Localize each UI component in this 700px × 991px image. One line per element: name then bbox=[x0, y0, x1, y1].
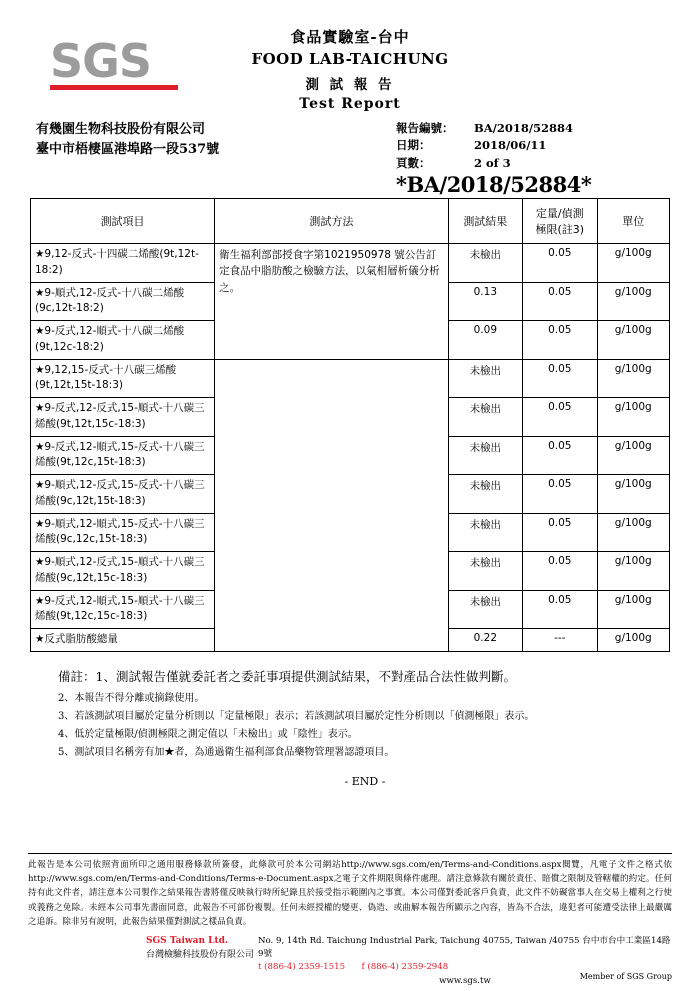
cell-unit: g/100g bbox=[597, 282, 670, 321]
cell-result: 未檢出 bbox=[448, 590, 522, 629]
cell-unit: g/100g bbox=[597, 359, 670, 398]
cell-unit: g/100g bbox=[597, 513, 670, 552]
cell-result: 未檢出 bbox=[448, 244, 522, 283]
cell-unit: g/100g bbox=[597, 436, 670, 475]
cell-result: 未檢出 bbox=[448, 359, 522, 398]
cell-result-total: 0.22 bbox=[448, 629, 522, 652]
notes-first-line bbox=[58, 666, 672, 688]
lab-name-cn: 食品實驗室-台中 bbox=[290, 28, 410, 46]
cell-item: ★9-反式,12-反式,15-順式-十八碳三烯酸(9t,12t,15c-18:3) bbox=[31, 398, 215, 437]
cell-result: 未檢出 bbox=[448, 398, 522, 437]
cell-item: ★9-反式,12-順式-十八碳二烯酸(9t,12c-18:2) bbox=[31, 321, 215, 360]
cell-limit-total: --- bbox=[523, 629, 597, 652]
note-item-3: 3、若該測試項目屬於定量分析則以「定量極限」表示；若該測試項目屬於定性分析則以「偵測極限」表示。 bbox=[58, 710, 535, 722]
barcode-text: *BA/2018/52884* bbox=[396, 173, 592, 196]
sgs-logo-text: SGS bbox=[50, 34, 152, 88]
cell-item: ★9-順式,12-反式-十八碳二烯酸(9c,12t-18:2) bbox=[31, 282, 215, 321]
notes-list bbox=[58, 690, 672, 762]
results-table bbox=[30, 198, 670, 652]
client-info bbox=[36, 120, 219, 160]
header-limit-line1: 定量/偵測 bbox=[535, 207, 584, 220]
cell-item: ★9-順式,12-反式,15-順式-十八碳三烯酸(9c,12t,15c-18:3) bbox=[31, 552, 215, 591]
cell-limit: 0.05 bbox=[523, 282, 597, 321]
cell-result: 0.09 bbox=[448, 321, 522, 360]
notes-title: 備註： bbox=[58, 668, 96, 684]
cell-item: ★9-順式,12-順式,15-反式-十八碳三烯酸(9c,12c,15t-18:3) bbox=[31, 513, 215, 552]
note-item-5: 5、測試項目名稱旁有加★者，為通過衛生福利部食品藥物管理署認證項目。 bbox=[58, 746, 395, 758]
cell-result: 未檢出 bbox=[448, 513, 522, 552]
sgs-website[interactable]: www.sgs.tw bbox=[439, 975, 491, 986]
header-method: 測試方法 bbox=[215, 199, 448, 244]
header-titles bbox=[28, 26, 672, 112]
notes-block bbox=[58, 666, 672, 791]
table-row bbox=[31, 359, 670, 398]
sgs-entity-cn: 台灣檢驗科技股份有限公司 bbox=[146, 949, 255, 960]
cell-unit: g/100g bbox=[597, 321, 670, 360]
cell-result: 未檢出 bbox=[448, 436, 522, 475]
sgs-address: No. 9, 14th Rd. Taichung Industrial Park, Taichung 40755, Taiwan /40755 台中市台中工業區14路9號 bbox=[258, 936, 671, 959]
note-item-4: 4、低於定量極限/偵測極限之測定值以「未檢出」或「陰性」表示。 bbox=[58, 728, 358, 740]
report-number-row bbox=[396, 120, 646, 137]
header-result: 測試結果 bbox=[448, 199, 522, 244]
report-number-label: 報告編號： bbox=[396, 121, 454, 135]
header-limit bbox=[523, 199, 597, 244]
cell-method: 衛生福利部部授食字第1021950978 號公告訂定食品中脂肪酸之檢驗方法，以氣相層析儀分析之。 bbox=[215, 244, 448, 360]
cell-limit: 0.05 bbox=[523, 513, 597, 552]
note-item-1: 1、測試報告僅就委託者之委託事項提供測試結果，不對產品合法性做判斷。 bbox=[95, 668, 516, 684]
sgs-entity bbox=[146, 935, 254, 962]
report-page-value: 2 of 3 bbox=[474, 155, 511, 170]
report-footer bbox=[28, 853, 672, 986]
legal-text: 此報告是本公司依照背面所印之通用服務條款所簽發，此條款可於本公司網站http://www.sgs.com/en/Terms-and-Conditions.aspx閱覽，凡電子文件之格式依http://www.sgs.com/en/Terms-and-Conditions/Terms-e-Document.aspx之電子文件期限與條件處理。請注意條款有關於責任、賠償之限制及管轄權的約定。任何持有此文件者，請注意本公司製作之結果報告書將僅反映執行時所紀錄且於接受指示範圍內之事實。本公司僅對委託客戶負責，此文件不妨礙當事人在交易上權利之行使或義務之免除。未經本公司事先書面同意，此報告不可部份複製。任何未經授權的變更、偽造、或曲解本報告所顯示之內容，皆為不合法，違犯者可能遭受法律上最嚴厲之追訴。除非另有說明，此報告結果僅對測試之樣品負責。 bbox=[28, 860, 672, 927]
cell-unit: g/100g bbox=[597, 398, 670, 437]
report-title-cn: 測 試 報 告 bbox=[305, 77, 395, 93]
footer-divider bbox=[28, 853, 672, 854]
cell-item: ★9,12-反式-十四碳二烯酸(9t,12t-18:2) bbox=[31, 244, 215, 283]
cell-result: 0.13 bbox=[448, 282, 522, 321]
cell-unit: g/100g bbox=[597, 590, 670, 629]
footer-bottom bbox=[28, 935, 672, 986]
cell-limit: 0.05 bbox=[523, 590, 597, 629]
cell-item: ★9,12,15-反式-十八碳三烯酸(9t,12t,15t-18:3) bbox=[31, 359, 215, 398]
cell-limit: 0.05 bbox=[523, 552, 597, 591]
cell-limit: 0.05 bbox=[523, 398, 597, 437]
cell-item: ★9-反式,12-順式,15-順式-十八碳三烯酸(9t,12c,15c-18:3) bbox=[31, 590, 215, 629]
report-date-row bbox=[396, 137, 646, 154]
header-unit: 單位 bbox=[597, 199, 670, 244]
report-title-en: Test Report bbox=[299, 96, 401, 112]
cell-limit: 0.05 bbox=[523, 359, 597, 398]
cell-limit: 0.05 bbox=[523, 244, 597, 283]
header-limit-line2: 極限(註3) bbox=[535, 223, 585, 236]
client-name: 有幾園生物科技股份有限公司 bbox=[36, 122, 206, 137]
cell-item: ★9-反式,12-順式,15-反式-十八碳三烯酸(9t,12c,15t-18:3) bbox=[31, 436, 215, 475]
sgs-tel: t (886-4) 2359-1515 bbox=[258, 961, 346, 972]
cell-item-total: ★反式脂肪酸總量 bbox=[31, 629, 215, 652]
report-header bbox=[28, 0, 672, 118]
report-page-label: 頁數： bbox=[396, 155, 431, 170]
sgs-fax: f (886-4) 2359-2948 bbox=[361, 961, 449, 972]
report-date-value: 2018/06/11 bbox=[474, 138, 547, 153]
report-meta-block bbox=[28, 120, 672, 196]
cell-method-continued bbox=[215, 359, 448, 651]
sgs-member-note: Member of SGS Group bbox=[579, 972, 672, 981]
client-address: 臺中市梧棲區港埠路一段537號 bbox=[36, 142, 220, 158]
cell-limit: 0.05 bbox=[523, 321, 597, 360]
table-header-row bbox=[31, 199, 670, 244]
report-date-label: 日期： bbox=[396, 138, 431, 153]
sgs-entity-en: SGS Taiwan Ltd. bbox=[146, 936, 229, 946]
cell-unit-total: g/100g bbox=[597, 629, 670, 652]
end-marker: - END - bbox=[344, 774, 386, 788]
note-item-2: 2、本報告不得分離或摘錄使用。 bbox=[58, 692, 205, 704]
cell-item: ★9-順式,12-反式,15-反式-十八碳三烯酸(9c,12t,15t-18:3) bbox=[31, 475, 215, 514]
report-number-value: BA/2018/52884 bbox=[474, 121, 574, 135]
cell-limit: 0.05 bbox=[523, 436, 597, 475]
cell-unit: g/100g bbox=[597, 552, 670, 591]
report-page-row bbox=[396, 155, 646, 172]
report-identifiers bbox=[396, 120, 646, 196]
cell-result: 未檢出 bbox=[448, 475, 522, 514]
cell-unit: g/100g bbox=[597, 475, 670, 514]
table-row bbox=[31, 244, 670, 283]
results-table-body bbox=[31, 244, 670, 652]
header-item: 測試項目 bbox=[31, 199, 215, 244]
cell-result: 未檢出 bbox=[448, 552, 522, 591]
cell-unit: g/100g bbox=[597, 244, 670, 283]
lab-name-en: FOOD LAB-TAICHUNG bbox=[251, 50, 449, 68]
cell-limit: 0.05 bbox=[523, 475, 597, 514]
